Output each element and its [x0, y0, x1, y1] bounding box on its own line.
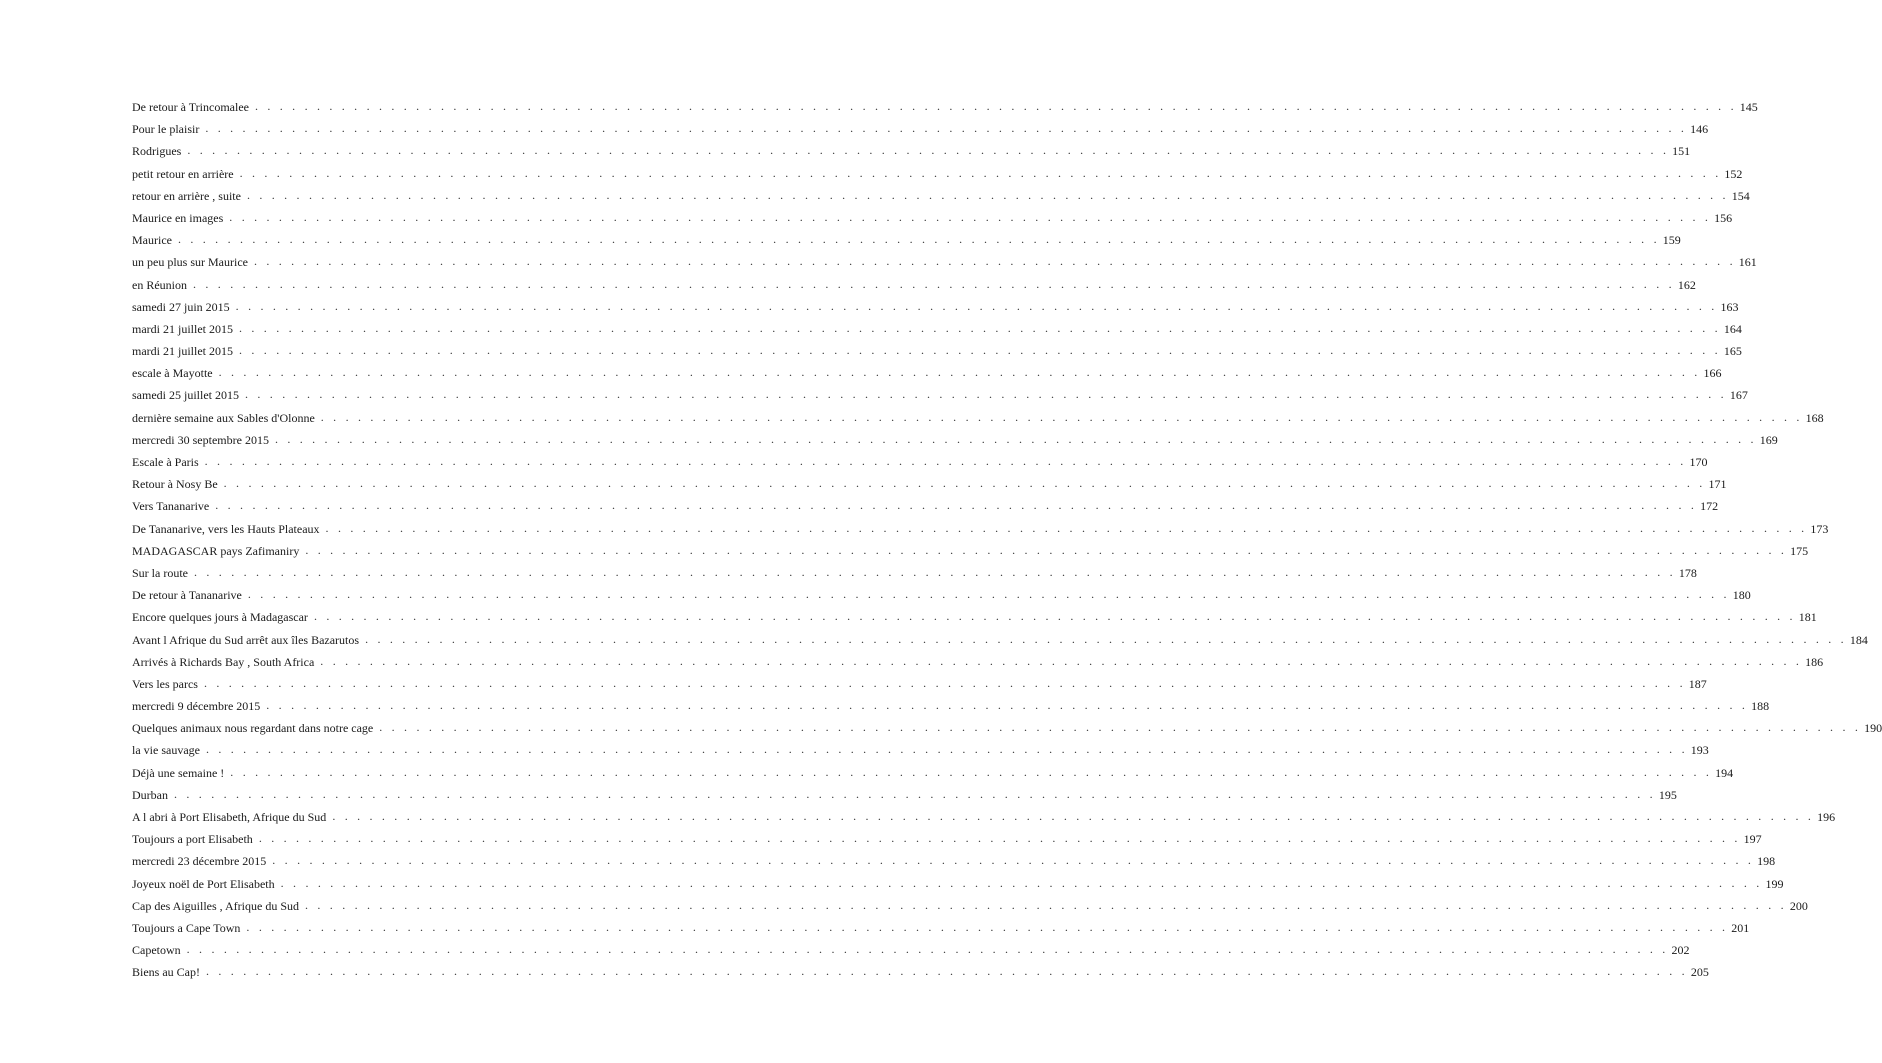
toc-entry [132, 99, 1758, 122]
toc-dot-leader: . . . . . . . . . . . . . . . . . . . . . . . . . . . . . . . . . . . . . . . . . . . . . . . . . . . . . . . . . . . . . . . . . . . . . . . . . . . . . . . . . . . . . . . . . . . . . . . . . . . . . . . . . . . . . . . . . . . . . . . . [320, 653, 1803, 668]
toc-entry-title: Biens au Cap! [132, 965, 200, 980]
toc-entry [132, 653, 1824, 677]
toc-entry-title: Maurice en images [132, 210, 224, 225]
toc-entry-title: mercredi 23 décembre 2015 [132, 854, 267, 869]
toc-entry-title: Capetown [132, 943, 181, 958]
toc-entry-title: samedi 27 juin 2015 [132, 299, 230, 314]
toc-entry-page-number: 163 [1720, 299, 1739, 314]
toc-entry-title: en Réunion [132, 277, 187, 292]
toc-dot-leader: . . . . . . . . . . . . . . . . . . . . . . . . . . . . . . . . . . . . . . . . . . . . . . . . . . . . . . . . . . . . . . . . . . . . . . . . . . . . . . . . . . . . . . . . . . . . . . . . . . . . . . . . . . . . . . . . . . . . . . . . [332, 809, 1815, 823]
toc-entry [132, 942, 1690, 965]
toc-dot-leader: . . . . . . . . . . . . . . . . . . . . . . . . . . . . . . . . . . . . . . . . . . . . . . . . . . . . . . . . . . . . . . . . . . . . . . . . . . . . . . . . . . . . . . . . . . . . . . . . . . . . . . . . . . . . . . . . . . . . . . . . [223, 476, 1706, 491]
toc-entry [132, 564, 1697, 588]
toc-entry-page-number: 200 [1789, 898, 1808, 913]
toc-entry [132, 831, 1762, 854]
toc-entry-page-number: 188 [1751, 699, 1770, 714]
toc-dot-leader: . . . . . . . . . . . . . . . . . . . . . . . . . . . . . . . . . . . . . . . . . . . . . . . . . . . . . . . . . . . . . . . . . . . . . . . . . . . . . . . . . . . . . . . . . . . . . . . . . . . . . . . . . . . . . . . . . . . . . . . . [218, 365, 1701, 380]
toc-entry-title: mardi 21 juillet 2015 [132, 321, 233, 336]
toc-dot-leader: . . . . . . . . . . . . . . . . . . . . . . . . . . . . . . . . . . . . . . . . . . . . . . . . . . . . . . . . . . . . . . . . . . . . . . . . . . . . . . . . . . . . . . . . . . . . . . . . . . . . . . . . . . . . . . . . . . . . . . . . [305, 897, 1787, 912]
toc-entry-page-number: 172 [1700, 499, 1719, 514]
toc-entry [132, 320, 1742, 344]
toc-dot-leader: . . . . . . . . . . . . . . . . . . . . . . . . . . . . . . . . . . . . . . . . . . . . . . . . . . . . . . . . . . . . . . . . . . . . . . . . . . . . . . . . . . . . . . . . . . . . . . . . . . . . . . . . . . . . . . . . . . . . . . . . [325, 520, 1808, 535]
toc-dot-leader: . . . . . . . . . . . . . . . . . . . . . . . . . . . . . . . . . . . . . . . . . . . . . . . . . . . . . . . . . . . . . . . . . . . . . . . . . . . . . . . . . . . . . . . . . . . . . . . . . . . . . . . . . . . . . . . . . . . . . . . . [365, 631, 1847, 646]
toc-entry-page-number: 198 [1757, 854, 1776, 869]
toc-entry [132, 143, 1691, 166]
toc-entry-page-number: 156 [1714, 210, 1733, 225]
toc-dot-leader: . . . . . . . . . . . . . . . . . . . . . . . . . . . . . . . . . . . . . . . . . . . . . . . . . . . . . . . . . . . . . . . . . . . . . . . . . . . . . . . . . . . . . . . . . . . . . . . . . . . . . . . . . . . . . . . . . . . . . . . . [320, 409, 1803, 424]
toc-dot-leader: . . . . . . . . . . . . . . . . . . . . . . . . . . . . . . . . . . . . . . . . . . . . . . . . . . . . . . . . . . . . . . . . . . . . . . . . . . . . . . . . . . . . . . . . . . . . . . . . . . . . . . . . . . . . . . . . . . . . . . . . [258, 831, 1741, 846]
toc-dot-leader: . . . . . . . . . . . . . . . . . . . . . . . . . . . . . . . . . . . . . . . . . . . . . . . . . . . . . . . . . . . . . . . . . . . . . . . . . . . . . . . . . . . . . . . . . . . . . . . . . . . . . . . . . . . . . . . . . . . . . . . . [206, 964, 1688, 979]
toc-entry-page-number: 190 [1864, 721, 1882, 736]
toc-entry-page-number: 159 [1662, 233, 1681, 248]
toc-entry-title: Vers les parcs [132, 676, 198, 691]
toc-dot-leader: . . . . . . . . . . . . . . . . . . . . . . . . . . . . . . . . . . . . . . . . . . . . . . . . . . . . . . . . . . . . . . . . . . . . . . . . . . . . . . . . . . . . . . . . . . . . . . . . . . . . . . . . . . . . . . . . . . . . . . . . [239, 165, 1722, 180]
toc-dot-leader: . . . . . . . . . . . . . . . . . . . . . . . . . . . . . . . . . . . . . . . . . . . . . . . . . . . . . . . . . . . . . . . . . . . . . . . . . . . . . . . . . . . . . . . . . . . . . . . . . . . . . . . . . . . . . . . . . . . . . . . . [174, 786, 1656, 801]
toc-dot-leader: . . . . . . . . . . . . . . . . . . . . . . . . . . . . . . . . . . . . . . . . . . . . . . . . . . . . . . . . . . . . . . . . . . . . . . . . . . . . . . . . . . . . . . . . . . . . . . . . . . . . . . . . . . . . . . . . . . . . . . . . [266, 698, 1749, 713]
toc-entry [132, 897, 1808, 921]
toc-entry-page-number: 202 [1671, 943, 1690, 958]
toc-entry [132, 365, 1722, 388]
toc-entry-page-number: 175 [1790, 543, 1809, 558]
toc-entry-page-number: 164 [1723, 321, 1742, 336]
toc-dot-leader: . . . . . . . . . . . . . . . . . . . . . . . . . . . . . . . . . . . . . . . . . . . . . . . . . . . . . . . . . . . . . . . . . . . . . . . . . . . . . . . . . . . . . . . . . . . . . . . . . . . . . . . . . . . . . . . . . . . . . . . . [239, 320, 1721, 335]
toc-entry-page-number: 165 [1723, 344, 1742, 359]
toc-entry-title: Maurice [132, 233, 172, 248]
toc-entry [132, 609, 1817, 632]
toc-entry [132, 764, 1734, 788]
toc-dot-leader: . . . . . . . . . . . . . . . . . . . . . . . . . . . . . . . . . . . . . . . . . . . . . . . . . . . . . . . . . . . . . . . . . . . . . . . . . . . . . . . . . . . . . . . . . . . . . . . . . . . . . . . . . . . . . . . . . . . . . . . . [247, 587, 1730, 602]
toc-entry-title: Retour à Nosy Be [132, 477, 218, 492]
toc-entry-page-number: 173 [1810, 521, 1829, 536]
toc-dot-leader: . . . . . . . . . . . . . . . . . . . . . . . . . . . . . . . . . . . . . . . . . . . . . . . . . . . . . . . . . . . . . . . . . . . . . . . . . . . . . . . . . . . . . . . . . . . . . . . . . . . . . . . . . . . . . . . . . . . . . . . . [245, 387, 1727, 402]
toc-entry [132, 431, 1778, 455]
toc-entry-title: Encore quelques jours à Madagascar [132, 610, 308, 625]
toc-entry-page-number: 187 [1688, 676, 1707, 691]
toc-dot-leader: . . . . . . . . . . . . . . . . . . . . . . . . . . . . . . . . . . . . . . . . . . . . . . . . . . . . . . . . . . . . . . . . . . . . . . . . . . . . . . . . . . . . . . . . . . . . . . . . . . . . . . . . . . . . . . . . . . . . . . . . [280, 875, 1763, 890]
toc-entry-title: MADAGASCAR pays Zafimaniry [132, 543, 300, 558]
toc-entry-page-number: 178 [1678, 565, 1697, 580]
table-of-contents [132, 99, 1882, 988]
toc-dot-leader: . . . . . . . . . . . . . . . . . . . . . . . . . . . . . . . . . . . . . . . . . . . . . . . . . . . . . . . . . . . . . . . . . . . . . . . . . . . . . . . . . . . . . . . . . . . . . . . . . . . . . . . . . . . . . . . . . . . . . . . . [274, 431, 1757, 446]
toc-entry [132, 209, 1733, 233]
toc-entry [132, 919, 1750, 943]
toc-entry-title: un peu plus sur Maurice [132, 255, 248, 270]
toc-entry-title: petit retour en arrière [132, 166, 234, 181]
toc-entry [132, 964, 1709, 987]
toc-entry-page-number: 170 [1689, 455, 1708, 469]
toc-entry-title: Rodrigues [132, 144, 182, 159]
toc-entry-page-number: 195 [1658, 787, 1677, 802]
toc-dot-leader: . . . . . . . . . . . . . . . . . . . . . . . . . . . . . . . . . . . . . . . . . . . . . . . . . . . . . . . . . . . . . . . . . . . . . . . . . . . . . . . . . . . . . . . . . . . . . . . . . . . . . . . . . . . . . . . . . . . . . . . . [230, 764, 1713, 779]
toc-entry [132, 786, 1677, 810]
toc-dot-leader: . . . . . . . . . . . . . . . . . . . . . . . . . . . . . . . . . . . . . . . . . . . . . . . . . . . . . . . . . . . . . . . . . . . . . . . . . . . . . . . . . . . . . . . . . . . . . . . . . . . . . . . . . . . . . . . . . . . . . . . . [204, 454, 1687, 468]
toc-dot-leader: . . . . . . . . . . . . . . . . . . . . . . . . . . . . . . . . . . . . . . . . . . . . . . . . . . . . . . . . . . . . . . . . . . . . . . . . . . . . . . . . . . . . . . . . . . . . . . . . . . . . . . . . . . . . . . . . . . . . . . . . [193, 276, 1675, 291]
toc-entry-title: De Tananarive, vers les Hauts Plateaux [132, 521, 320, 536]
toc-entry-page-number: 154 [1731, 188, 1750, 203]
toc-dot-leader: . . . . . . . . . . . . . . . . . . . . . . . . . . . . . . . . . . . . . . . . . . . . . . . . . . . . . . . . . . . . . . . . . . . . . . . . . . . . . . . . . . . . . . . . . . . . . . . . . . . . . . . . . . . . . . . . . . . . . . . . [215, 498, 1698, 513]
toc-entry-page-number: 186 [1805, 654, 1824, 669]
toc-entry-title: Arrivés à Richards Bay , South Africa [132, 654, 315, 669]
toc-entry-page-number: 152 [1724, 166, 1743, 181]
toc-entry-page-number: 171 [1708, 477, 1727, 492]
toc-entry [132, 809, 1836, 832]
toc-dot-leader: . . . . . . . . . . . . . . . . . . . . . . . . . . . . . . . . . . . . . . . . . . . . . . . . . . . . . . . . . . . . . . . . . . . . . . . . . . . . . . . . . . . . . . . . . . . . . . . . . . . . . . . . . . . . . . . . . . . . . . . . [246, 919, 1729, 934]
toc-entry-page-number: 205 [1690, 965, 1709, 980]
toc-dot-leader: . . . . . . . . . . . . . . . . . . . . . . . . . . . . . . . . . . . . . . . . . . . . . . . . . . . . . . . . . . . . . . . . . . . . . . . . . . . . . . . . . . . . . . . . . . . . . . . . . . . . . . . . . . . . . . . . . . . . . . . . [186, 942, 1669, 957]
toc-entry-title: Sur la route [132, 565, 188, 580]
toc-entry-page-number: 151 [1672, 144, 1691, 159]
toc-dot-leader: . . . . . . . . . . . . . . . . . . . . . . . . . . . . . . . . . . . . . . . . . . . . . . . . . . . . . . . . . . . . . . . . . . . . . . . . . . . . . . . . . . . . . . . . . . . . . . . . . . . . . . . . . . . . . . . . . . . . . . . . [235, 298, 1718, 313]
toc-entry-page-number: 184 [1849, 632, 1868, 647]
toc-dot-leader: . . . . . . . . . . . . . . . . . . . . . . . . . . . . . . . . . . . . . . . . . . . . . . . . . . . . . . . . . . . . . . . . . . . . . . . . . . . . . . . . . . . . . . . . . . . . . . . . . . . . . . . . . . . . . . . . . . . . . . . . [246, 187, 1729, 202]
toc-entry [132, 498, 1719, 521]
toc-dot-leader: . . . . . . . . . . . . . . . . . . . . . . . . . . . . . . . . . . . . . . . . . . . . . . . . . . . . . . . . . . . . . . . . . . . . . . . . . . . . . . . . . . . . . . . . . . . . . . . . . . . . . . . . . . . . . . . . . . . . . . . . [239, 343, 1721, 358]
toc-entry-page-number: 168 [1805, 410, 1824, 425]
toc-entry-title: mercredi 9 décembre 2015 [132, 699, 261, 714]
toc-entry-title: A l abri à Port Elisabeth, Afrique du Sud [132, 810, 327, 824]
toc-entry-title: Quelques animaux nous regardant dans notre cage [132, 721, 374, 736]
toc-entry-page-number: 180 [1732, 588, 1751, 603]
toc-entry [132, 542, 1809, 566]
toc-entry [132, 121, 1709, 144]
toc-entry-page-number: 162 [1677, 277, 1696, 292]
toc-dot-leader: . . . . . . . . . . . . . . . . . . . . . . . . . . . . . . . . . . . . . . . . . . . . . . . . . . . . . . . . . . . . . . . . . . . . . . . . . . . . . . . . . . . . . . . . . . . . . . . . . . . . . . . . . . . . . . . . . . . . . . . . [229, 209, 1712, 224]
toc-entry-title: Escale à Paris [132, 455, 199, 469]
toc-entry [132, 520, 1829, 544]
toc-dot-leader: . . . . . . . . . . . . . . . . . . . . . . . . . . . . . . . . . . . . . . . . . . . . . . . . . . . . . . . . . . . . . . . . . . . . . . . . . . . . . . . . . . . . . . . . . . . . . . . . . . . . . . . . . . . . . . . . . . . . . . . . [177, 232, 1660, 247]
toc-entry [132, 631, 1868, 655]
toc-dot-leader: . . . . . . . . . . . . . . . . . . . . . . . . . . . . . . . . . . . . . . . . . . . . . . . . . . . . . . . . . . . . . . . . . . . . . . . . . . . . . . . . . . . . . . . . . . . . . . . . . . . . . . . . . . . . . . . . . . . . . . . . [254, 99, 1737, 113]
toc-entry [132, 720, 1882, 743]
toc-entry-title: la vie sauvage [132, 743, 200, 758]
toc-entry [132, 853, 1776, 876]
toc-entry-title: samedi 25 juillet 2015 [132, 388, 239, 403]
toc-entry-title: De retour à Trincomalee [132, 100, 249, 114]
toc-dot-leader: . . . . . . . . . . . . . . . . . . . . . . . . . . . . . . . . . . . . . . . . . . . . . . . . . . . . . . . . . . . . . . . . . . . . . . . . . . . . . . . . . . . . . . . . . . . . . . . . . . . . . . . . . . . . . . . . . . . . . . . . [194, 564, 1676, 579]
toc-dot-leader: . . . . . . . . . . . . . . . . . . . . . . . . . . . . . . . . . . . . . . . . . . . . . . . . . . . . . . . . . . . . . . . . . . . . . . . . . . . . . . . . . . . . . . . . . . . . . . . . . . . . . . . . . . . . . . . . . . . . . . . . [272, 853, 1755, 868]
toc-entry [132, 675, 1707, 699]
toc-entry-page-number: 196 [1817, 810, 1836, 824]
toc-entry-title: Durban [132, 787, 168, 802]
toc-entry-page-number: 145 [1739, 100, 1758, 114]
toc-dot-leader: . . . . . . . . . . . . . . . . . . . . . . . . . . . . . . . . . . . . . . . . . . . . . . . . . . . . . . . . . . . . . . . . . . . . . . . . . . . . . . . . . . . . . . . . . . . . . . . . . . . . . . . . . . . . . . . . . . . . . . . . [253, 254, 1736, 269]
toc-entry-page-number: 161 [1738, 255, 1757, 270]
toc-entry-title: Toujours a port Elisabeth [132, 832, 253, 847]
toc-entry-title: mardi 21 juillet 2015 [132, 344, 233, 359]
toc-dot-leader: . . . . . . . . . . . . . . . . . . . . . . . . . . . . . . . . . . . . . . . . . . . . . . . . . . . . . . . . . . . . . . . . . . . . . . . . . . . . . . . . . . . . . . . . . . . . . . . . . . . . . . . . . . . . . . . . . . . . . . . . [187, 143, 1670, 158]
toc-entry [132, 409, 1824, 433]
toc-entry-title: dernière semaine aux Sables d'Olonne [132, 410, 315, 425]
toc-entry-page-number: 201 [1731, 920, 1750, 935]
toc-entry [132, 187, 1750, 211]
toc-entry-page-number: 181 [1798, 610, 1817, 625]
toc-entry-title: De retour à Tananarive [132, 588, 242, 603]
toc-entry-title: retour en arrière , suite [132, 188, 241, 203]
toc-entry [132, 232, 1681, 255]
toc-entry [132, 476, 1727, 499]
toc-dot-leader: . . . . . . . . . . . . . . . . . . . . . . . . . . . . . . . . . . . . . . . . . . . . . . . . . . . . . . . . . . . . . . . . . . . . . . . . . . . . . . . . . . . . . . . . . . . . . . . . . . . . . . . . . . . . . . . . . . . . . . . . [379, 720, 1862, 735]
toc-dot-leader: . . . . . . . . . . . . . . . . . . . . . . . . . . . . . . . . . . . . . . . . . . . . . . . . . . . . . . . . . . . . . . . . . . . . . . . . . . . . . . . . . . . . . . . . . . . . . . . . . . . . . . . . . . . . . . . . . . . . . . . . [205, 121, 1688, 136]
toc-entry [132, 698, 1770, 721]
toc-entry-title: Toujours a Cape Town [132, 920, 241, 935]
toc-entry-title: Joyeux noël de Port Elisabeth [132, 876, 275, 891]
toc-entry-title: Cap des Aiguilles , Afrique du Sud [132, 898, 299, 913]
toc-entry [132, 875, 1784, 899]
toc-entry [132, 298, 1739, 322]
toc-entry-title: escale à Mayotte [132, 366, 213, 381]
toc-entry-title: Avant l Afrique du Sud arrêt aux îles Bazarutos [132, 632, 360, 647]
toc-entry [132, 276, 1696, 300]
toc-entry [132, 343, 1742, 366]
toc-entry-page-number: 166 [1703, 366, 1722, 381]
toc-dot-leader: . . . . . . . . . . . . . . . . . . . . . . . . . . . . . . . . . . . . . . . . . . . . . . . . . . . . . . . . . . . . . . . . . . . . . . . . . . . . . . . . . . . . . . . . . . . . . . . . . . . . . . . . . . . . . . . . . . . . . . . . [305, 542, 1788, 557]
toc-dot-leader: . . . . . . . . . . . . . . . . . . . . . . . . . . . . . . . . . . . . . . . . . . . . . . . . . . . . . . . . . . . . . . . . . . . . . . . . . . . . . . . . . . . . . . . . . . . . . . . . . . . . . . . . . . . . . . . . . . . . . . . . [205, 742, 1688, 757]
toc-entry-title: Vers Tananarive [132, 499, 210, 514]
toc-entry [132, 587, 1751, 610]
toc-dot-leader: . . . . . . . . . . . . . . . . . . . . . . . . . . . . . . . . . . . . . . . . . . . . . . . . . . . . . . . . . . . . . . . . . . . . . . . . . . . . . . . . . . . . . . . . . . . . . . . . . . . . . . . . . . . . . . . . . . . . . . . . [313, 609, 1796, 624]
toc-entry-title: mercredi 30 septembre 2015 [132, 432, 269, 447]
toc-entry-page-number: 193 [1690, 743, 1709, 758]
toc-dot-leader: . . . . . . . . . . . . . . . . . . . . . . . . . . . . . . . . . . . . . . . . . . . . . . . . . . . . . . . . . . . . . . . . . . . . . . . . . . . . . . . . . . . . . . . . . . . . . . . . . . . . . . . . . . . . . . . . . . . . . . . . [203, 675, 1686, 690]
toc-entry-page-number: 167 [1729, 388, 1748, 403]
toc-entry [132, 387, 1748, 410]
toc-entry [132, 165, 1743, 189]
toc-entry-page-number: 146 [1690, 122, 1709, 137]
toc-entry-page-number: 169 [1759, 432, 1778, 447]
toc-entry-title: Pour le plaisir [132, 122, 200, 137]
toc-entry-page-number: 199 [1765, 876, 1784, 891]
toc-entry-page-number: 197 [1743, 832, 1762, 847]
toc-entry [132, 454, 1708, 477]
toc-entry [132, 254, 1757, 277]
toc-entry [132, 742, 1709, 765]
toc-entry-title: Déjà une semaine ! [132, 765, 225, 780]
toc-entry-page-number: 194 [1715, 765, 1734, 780]
